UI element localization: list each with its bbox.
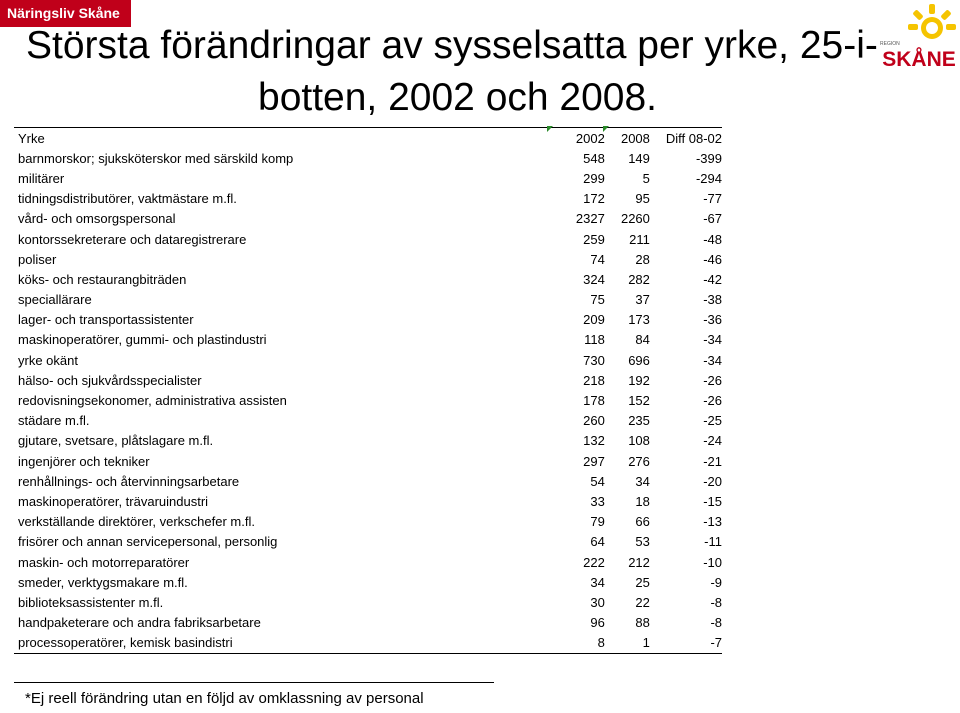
table-row <box>14 370 722 390</box>
cell-2002: 218 <box>583 372 605 388</box>
table-row <box>14 592 722 612</box>
cell-2008: 276 <box>628 453 650 469</box>
cell-2008: 2260 <box>620 211 650 227</box>
cell-diff: -8 <box>710 594 722 610</box>
table-row <box>14 532 722 552</box>
cell-2002: 548 <box>583 150 605 166</box>
cell-2008: 37 <box>635 292 650 308</box>
cell-yrke: poliser <box>18 251 57 267</box>
cell-yrke: militärer <box>18 170 65 186</box>
cell-2008: 149 <box>628 150 650 166</box>
cell-2002: 75 <box>590 292 605 308</box>
table-row <box>14 168 722 188</box>
table-row <box>14 189 722 209</box>
cell-2002: 96 <box>590 615 605 631</box>
cell-2008: 1 <box>605 633 650 654</box>
cell-diff: -26 <box>703 393 722 409</box>
table-row <box>14 512 722 532</box>
column-header-yrke: Yrke <box>14 128 549 149</box>
table-row <box>14 249 722 269</box>
column-header-2008: 2008 <box>605 128 650 149</box>
table-row <box>14 411 722 431</box>
cell-diff: -20 <box>703 473 722 489</box>
cell-diff: -38 <box>703 292 722 308</box>
title-line-1: Största förändringar av sysselsatta per yrke, 25-i- <box>26 24 878 67</box>
cell-diff: -26 <box>703 372 722 388</box>
cell-2002: 172 <box>583 191 605 207</box>
table-row <box>14 633 722 654</box>
cell-2008: 53 <box>635 534 650 550</box>
cell-2002: 30 <box>590 594 605 610</box>
cell-2002: 74 <box>590 251 605 267</box>
column-header-diff: Diff 08-02 <box>650 128 722 149</box>
cell-diff: -24 <box>703 433 722 449</box>
cell-2008: 192 <box>628 372 650 388</box>
cell-2002: 324 <box>583 271 605 287</box>
cell-diff: -46 <box>703 251 722 267</box>
table-row <box>14 330 722 350</box>
cell-2002: 260 <box>583 413 605 429</box>
table-row <box>14 572 722 592</box>
table-row <box>14 148 722 168</box>
cell-yrke: renhållnings- och återvinningsarbetare <box>18 473 240 489</box>
title-line-2: botten, 2002 och 2008. <box>258 76 658 119</box>
cell-yrke: hälso- och sjukvårdsspecialister <box>18 372 202 388</box>
cell-2002: 259 <box>583 231 605 247</box>
cell-2008: 88 <box>635 615 650 631</box>
cell-yrke: ingenjörer och tekniker <box>18 453 150 469</box>
cell-2002: 297 <box>583 453 605 469</box>
cell-diff: -13 <box>703 514 722 530</box>
cell-diff: -8 <box>710 615 722 631</box>
table-row <box>14 350 722 370</box>
cell-2002: 222 <box>583 554 605 570</box>
cell-yrke: verkställande direktörer, verkschefer m.fl. <box>18 514 255 530</box>
table-row <box>14 229 722 249</box>
cell-diff: -294 <box>695 170 722 186</box>
cell-2008: 212 <box>628 554 650 570</box>
cell-2008: 34 <box>635 473 650 489</box>
cell-yrke: tidningsdistributörer, vaktmästare m.fl. <box>18 191 237 207</box>
cell-yrke: yrke okänt <box>18 352 78 368</box>
cell-diff: -36 <box>703 312 722 328</box>
cell-diff: -77 <box>703 191 722 207</box>
cell-yrke: biblioteksassistenter m.fl. <box>18 594 164 610</box>
cell-2002: 8 <box>549 633 605 654</box>
table-row <box>14 390 722 410</box>
cell-2002: 730 <box>583 352 605 368</box>
footnote: *Ej reell förändring utan en följd av omklassning av personal <box>25 690 424 707</box>
page-title <box>20 20 920 124</box>
cell-diff: -10 <box>703 554 722 570</box>
logo-text: SKÅNE <box>882 48 956 71</box>
table-row <box>14 552 722 572</box>
cell-diff: -7 <box>650 633 722 654</box>
cell-diff: -42 <box>703 271 722 287</box>
table-row <box>14 491 722 511</box>
table-row <box>14 290 722 310</box>
logo-region-label: REGION <box>880 41 900 47</box>
cell-2002: 132 <box>583 433 605 449</box>
brand-name: Näringsliv Skåne <box>7 5 120 21</box>
cell-diff: -34 <box>703 332 722 348</box>
cell-2002: 54 <box>590 473 605 489</box>
cell-yrke: lager- och transportassistenter <box>18 312 194 328</box>
cell-diff: -11 <box>704 534 722 550</box>
cell-2002: 34 <box>590 574 605 590</box>
cell-yrke: redovisningsekonomer, administrativa assisten <box>18 393 287 409</box>
cell-2008: 95 <box>635 191 650 207</box>
cell-2008: 211 <box>629 231 650 247</box>
occupation-table <box>14 127 722 654</box>
cell-2008: 108 <box>628 433 650 449</box>
cell-yrke: barnmorskor; sjuksköterskor med särskild komp <box>18 150 294 166</box>
cell-yrke: köks- och restaurangbiträden <box>18 271 187 287</box>
table-header-row <box>14 128 722 149</box>
cell-2008: 66 <box>635 514 650 530</box>
cell-2008: 173 <box>628 312 650 328</box>
cell-2002: 33 <box>590 493 605 509</box>
cell-diff: -34 <box>703 352 722 368</box>
cell-2002: 79 <box>590 514 605 530</box>
cell-yrke: vård- och omsorgspersonal <box>18 211 176 227</box>
cell-yrke: städare m.fl. <box>18 413 90 429</box>
cell-2008: 28 <box>635 251 650 267</box>
cell-diff: -67 <box>703 211 722 227</box>
cell-2008: 18 <box>635 493 650 509</box>
cell-2002: 2327 <box>575 211 605 227</box>
cell-2008: 25 <box>635 574 650 590</box>
cell-diff: -21 <box>703 453 722 469</box>
cell-2008: 152 <box>628 393 650 409</box>
cell-2002: 209 <box>583 312 605 328</box>
cell-2002: 299 <box>583 170 605 186</box>
cell-2002: 64 <box>590 534 605 550</box>
cell-yrke: maskin- och motorreparatörer <box>18 554 190 570</box>
table-row <box>14 431 722 451</box>
cell-yrke: gjutare, svetsare, plåtslagare m.fl. <box>18 433 214 449</box>
cell-diff: -399 <box>695 150 722 166</box>
cell-yrke: kontorssekreterare och dataregistrerare <box>18 231 247 247</box>
cell-2008: 5 <box>642 170 650 186</box>
cell-2002: 178 <box>583 393 605 409</box>
cell-yrke: maskinoperatörer, gummi- och plastindustri <box>18 332 267 348</box>
cell-yrke: speciallärare <box>18 292 92 308</box>
cell-yrke: smeder, verktygsmakare m.fl. <box>18 574 188 590</box>
cell-diff: -9 <box>710 574 722 590</box>
cell-yrke: maskinoperatörer, trävaruindustri <box>18 493 209 509</box>
table-row <box>14 613 722 633</box>
cell-2008: 84 <box>635 332 650 348</box>
column-header-2002: 2002 <box>549 128 605 149</box>
cell-yrke: handpaketerare och andra fabriksarbetare <box>18 615 261 631</box>
table-row <box>14 451 722 471</box>
table-row <box>14 471 722 491</box>
cell-diff: -48 <box>703 231 722 247</box>
cell-2008: 235 <box>628 413 650 429</box>
cell-2008: 696 <box>628 352 650 368</box>
region-skane-logo <box>880 2 958 74</box>
cell-diff: -15 <box>703 493 722 509</box>
table-row <box>14 310 722 330</box>
cell-yrke: frisörer och annan servicepersonal, personlig <box>18 534 278 550</box>
table-row <box>14 269 722 289</box>
cell-2002: 118 <box>584 332 605 348</box>
cell-2008: 282 <box>628 271 650 287</box>
cell-yrke: processoperatörer, kemisk basindistri <box>14 633 549 654</box>
cell-2008: 22 <box>635 594 650 610</box>
cell-diff: -25 <box>703 413 722 429</box>
table-row <box>14 209 722 229</box>
